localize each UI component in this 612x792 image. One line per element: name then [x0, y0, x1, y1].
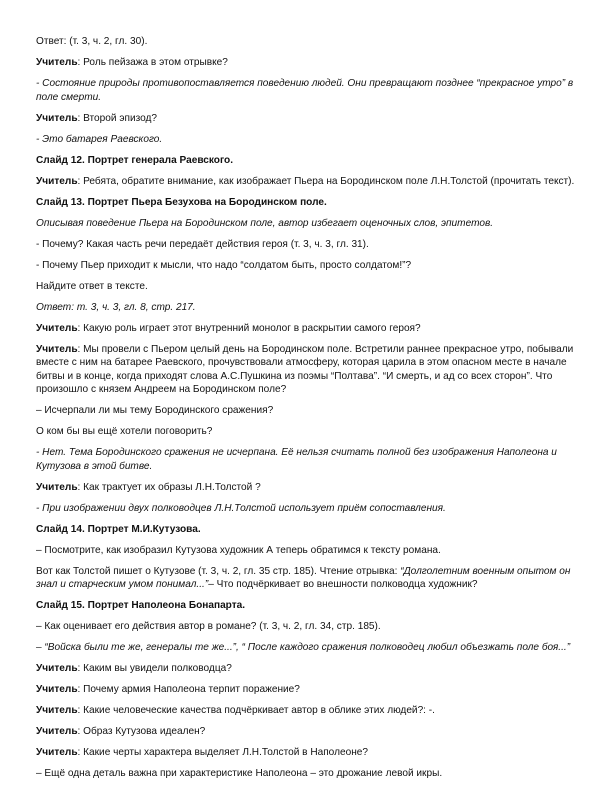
paragraph [36, 683, 576, 697]
paragraph [36, 620, 576, 634]
paragraph [36, 175, 576, 189]
bold-text: Учитель [36, 726, 78, 737]
paragraph [36, 502, 576, 516]
body-text: – Ещё одна деталь важна при характеристике Наполеона – это дрожание левой икры. [36, 768, 443, 779]
italic-text: - Нет. Тема Бородинского сражения не исчерпана. Её нельзя считать полной без изображения Наполеона и Кутузова в этой битве. [36, 447, 557, 472]
italic-text: Описывая поведение Пьера на Бородинском поле, автор избегает оценочных слов, эпитетов. [36, 217, 494, 229]
italic-text: - Это батарея Раевского. [36, 133, 163, 145]
paragraph [36, 404, 576, 418]
bold-text: Учитель [36, 481, 78, 493]
italic-text: Ответ: т. 3, ч. 3, гл. 8, стр. 217. [36, 301, 196, 313]
bold-text: Слайд 14. Портрет М.И.Кутузова. [36, 523, 201, 535]
body-text: : Какие черты характера выделяет Л.Н.Толстой в Наполеоне? [77, 747, 368, 758]
document-body [36, 35, 576, 788]
paragraph [36, 259, 576, 273]
paragraph [36, 238, 576, 252]
body-text: : Какие человеческие качества подчёркивает автор в облике этих людей?: -. [77, 705, 435, 716]
italic-text: – “Войска были те же, генералы те же...”, “ После каждого сражения полководец любил объезжать поле боя...” [36, 642, 571, 653]
bold-text: Учитель [36, 684, 78, 695]
paragraph [36, 523, 576, 537]
paragraph [36, 112, 576, 126]
paragraph [36, 77, 576, 104]
bold-text: Учитель [36, 322, 78, 334]
body-text: – Исчерпали ли мы тему Бородинского сражения? [36, 405, 274, 416]
body-text: Найдите ответ в тексте. [36, 280, 148, 292]
bold-text: Учитель [36, 57, 78, 68]
bold-text: Слайд 12. Портрет генерала Раевского. [36, 154, 234, 166]
paragraph [36, 35, 576, 49]
body-text: : Образ Кутузова идеален? [77, 726, 206, 737]
body-text: – Посмотрите, как изобразил Кутузова художник А теперь обратимся к тексту романа. [36, 544, 441, 556]
bold-text: Учитель [36, 747, 78, 758]
body-text: Ответ: (т. 3, ч. 2, гл. 30). [36, 36, 148, 47]
body-text: – Что подчёркивает во внешности полководца художник? [208, 579, 478, 590]
paragraph [36, 301, 576, 315]
bold-text: Учитель [36, 112, 78, 124]
body-text: : Ребята, обратите внимание, как изображает Пьера на Бородинском поле Л.Н.Толстой (прочитать текст). [77, 175, 575, 187]
paragraph [36, 196, 576, 210]
paragraph [36, 133, 576, 147]
paragraph [36, 217, 576, 231]
bold-text: Слайд 15. Портрет Наполеона Бонапарта. [36, 600, 246, 611]
italic-text: “Долголетним военным опытом он знал и старческим умом понимал...” [36, 565, 571, 590]
bold-text: Учитель [36, 343, 78, 355]
paragraph [36, 481, 576, 495]
body-text: – Как оценивает его действия автор в романе? (т. 3, ч. 2, гл. 34, стр. 185). [36, 621, 381, 632]
body-text: : Почему армия Наполеона терпит поражение? [77, 684, 300, 695]
body-text: : Второй эпизод? [77, 112, 157, 124]
italic-text: - Состояние природы противопоставляется поведению людей. Они превращают позднее “прекрасное утро” в поле смерти. [36, 78, 574, 103]
bold-text: Учитель [36, 663, 78, 674]
paragraph [36, 280, 576, 294]
paragraph [36, 662, 576, 676]
paragraph [36, 704, 576, 718]
paragraph [36, 343, 576, 397]
bold-text: Учитель [36, 175, 78, 187]
bold-text: Слайд 13. Портрет Пьера Безухова на Бородинском поле. [36, 196, 327, 208]
body-text: : Роль пейзажа в этом отрывке? [77, 57, 228, 68]
paragraph [36, 746, 576, 760]
body-text: Вот как Толстой пишет о Кутузове (т. 3, ч. 2, гл. 35 стр. 185). Чтение отрывка: [36, 565, 401, 577]
paragraph [36, 425, 576, 439]
paragraph [36, 544, 576, 558]
paragraph [36, 565, 576, 592]
italic-text: - При изображении двух полководцев Л.Н.Толстой использует приём сопоставления. [36, 502, 446, 514]
paragraph [36, 322, 576, 336]
body-text: : Как трактует их образы Л.Н.Толстой ? [77, 481, 261, 493]
paragraph [36, 154, 576, 168]
body-text: - Почему? Какая часть речи передаёт действия героя (т. 3, ч. 3, гл. 31). [36, 238, 369, 250]
paragraph [36, 725, 576, 739]
body-text: : Мы провели с Пьером целый день на Бородинском поле. Встретили раннее прекрасное утро, побывали вместе с ним на батарее Раевского, прочувствовали атмосферу, которая царила в этом опасном месте в начале битвы и в конце, когда приходят слова А.С.Пушкина из поэмы “Полтава”. “И смерть, и ад со всех сторон”. Что произошло с князем Андреем на Бородинском поле? [36, 343, 574, 395]
paragraph [36, 767, 576, 781]
paragraph [36, 641, 576, 655]
paragraph [36, 56, 576, 70]
paragraph [36, 446, 576, 473]
bold-text: Учитель [36, 705, 78, 716]
body-text: : Каким вы увидели полководца? [77, 663, 232, 674]
body-text: О ком бы вы ещё хотели поговорить? [36, 426, 213, 437]
body-text: - Почему Пьер приходит к мысли, что надо “солдатом быть, просто солдатом!”? [36, 259, 412, 271]
paragraph [36, 599, 576, 613]
body-text: : Какую роль играет этот внутренний монолог в раскрытии самого героя? [77, 322, 421, 334]
